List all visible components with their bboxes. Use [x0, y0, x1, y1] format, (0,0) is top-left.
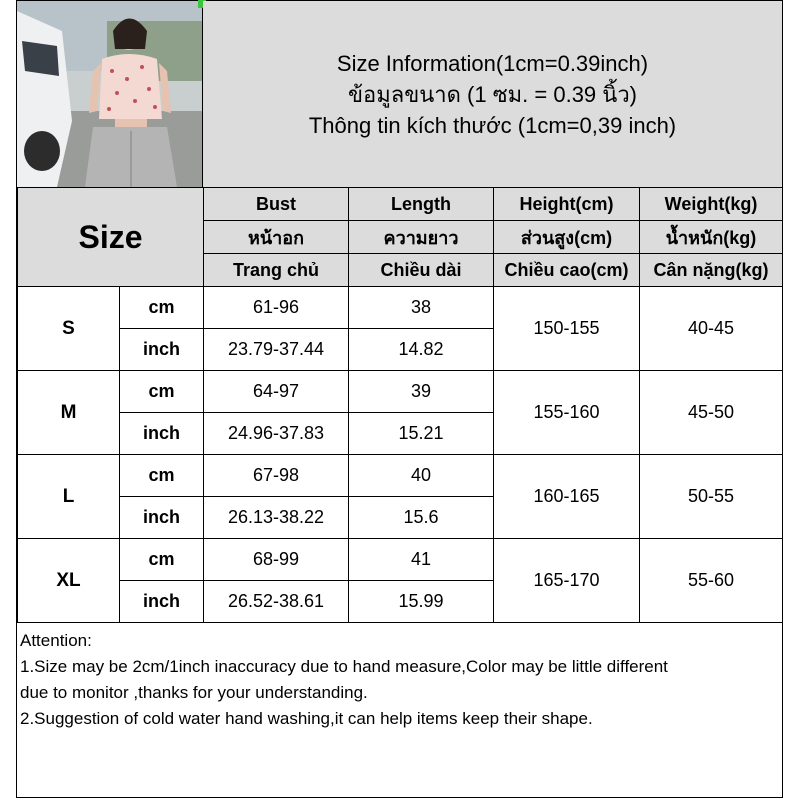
col-bust-th: หน้าอก	[204, 221, 349, 254]
col-weight-th: น้ำหนัก(kg)	[640, 221, 783, 254]
length-inch: 15.21	[349, 413, 494, 455]
notes-line: 2.Suggestion of cold water hand washing,it can help items keep their shape.	[20, 709, 593, 728]
height-range: 165-170	[494, 539, 640, 623]
col-length-vi: Chiều dài	[349, 254, 494, 287]
length-inch: 14.82	[349, 329, 494, 371]
bust-inch: 24.96-37.83	[204, 413, 349, 455]
unit-inch: inch	[120, 329, 204, 371]
product-photo	[17, 1, 203, 187]
bust-inch: 26.13-38.22	[204, 497, 349, 539]
length-cm: 39	[349, 371, 494, 413]
col-height-vi: Chiều cao(cm)	[494, 254, 640, 287]
size-column-heading: Size	[18, 188, 204, 287]
length-cm: 41	[349, 539, 494, 581]
length-inch: 15.6	[349, 497, 494, 539]
table-header-row-en	[18, 188, 783, 221]
header-title-en: Size Information(1cm=0.39inch)	[336, 51, 649, 76]
table-row	[18, 539, 783, 581]
col-length-en: Length	[349, 188, 494, 221]
col-weight-vi: Cân nặng(kg)	[640, 254, 783, 287]
notes-title: Attention:	[20, 631, 92, 650]
notes-line: 1.Size may be 2cm/1inch inaccuracy due to hand measure,Color may be little different	[20, 657, 668, 676]
table-row	[18, 371, 783, 413]
bust-cm: 61-96	[204, 287, 349, 329]
weight-range: 45-50	[640, 371, 783, 455]
length-cm: 40	[349, 455, 494, 497]
header-title-th: ข้อมูลขนาด (1 ซม. = 0.39 นิ้ว)	[347, 82, 637, 107]
size-label-s: S	[18, 287, 120, 371]
col-bust-vi: Trang chủ	[204, 254, 349, 287]
table-row	[18, 455, 783, 497]
bust-inch: 23.79-37.44	[204, 329, 349, 371]
bust-cm: 64-97	[204, 371, 349, 413]
size-label-xl: XL	[18, 539, 120, 623]
length-cm: 38	[349, 287, 494, 329]
notes-line: due to monitor ,thanks for your understanding.	[20, 683, 368, 702]
size-table	[17, 187, 783, 623]
table-row	[18, 287, 783, 329]
bust-cm: 67-98	[204, 455, 349, 497]
weight-range: 55-60	[640, 539, 783, 623]
unit-inch: inch	[120, 581, 204, 623]
product-photo-illustration	[17, 1, 203, 187]
size-label-m: M	[18, 371, 120, 455]
col-bust-en: Bust	[204, 188, 349, 221]
header-title-vi: Thông tin kích thước (1cm=0,39 inch)	[308, 113, 677, 138]
bust-cm: 68-99	[204, 539, 349, 581]
attention-notes	[20, 628, 780, 732]
length-inch: 15.99	[349, 581, 494, 623]
unit-inch: inch	[120, 413, 204, 455]
size-info-header	[203, 1, 782, 188]
col-length-th: ความยาว	[349, 221, 494, 254]
unit-inch: inch	[120, 497, 204, 539]
height-range: 160-165	[494, 455, 640, 539]
weight-range: 50-55	[640, 455, 783, 539]
size-label-l: L	[18, 455, 120, 539]
unit-cm: cm	[120, 371, 204, 413]
col-weight-en: Weight(kg)	[640, 188, 783, 221]
col-height-en: Height(cm)	[494, 188, 640, 221]
bust-inch: 26.52-38.61	[204, 581, 349, 623]
height-range: 150-155	[494, 287, 640, 371]
unit-cm: cm	[120, 287, 204, 329]
height-range: 155-160	[494, 371, 640, 455]
weight-range: 40-45	[640, 287, 783, 371]
unit-cm: cm	[120, 539, 204, 581]
unit-cm: cm	[120, 455, 204, 497]
col-height-th: ส่วนสูง(cm)	[494, 221, 640, 254]
